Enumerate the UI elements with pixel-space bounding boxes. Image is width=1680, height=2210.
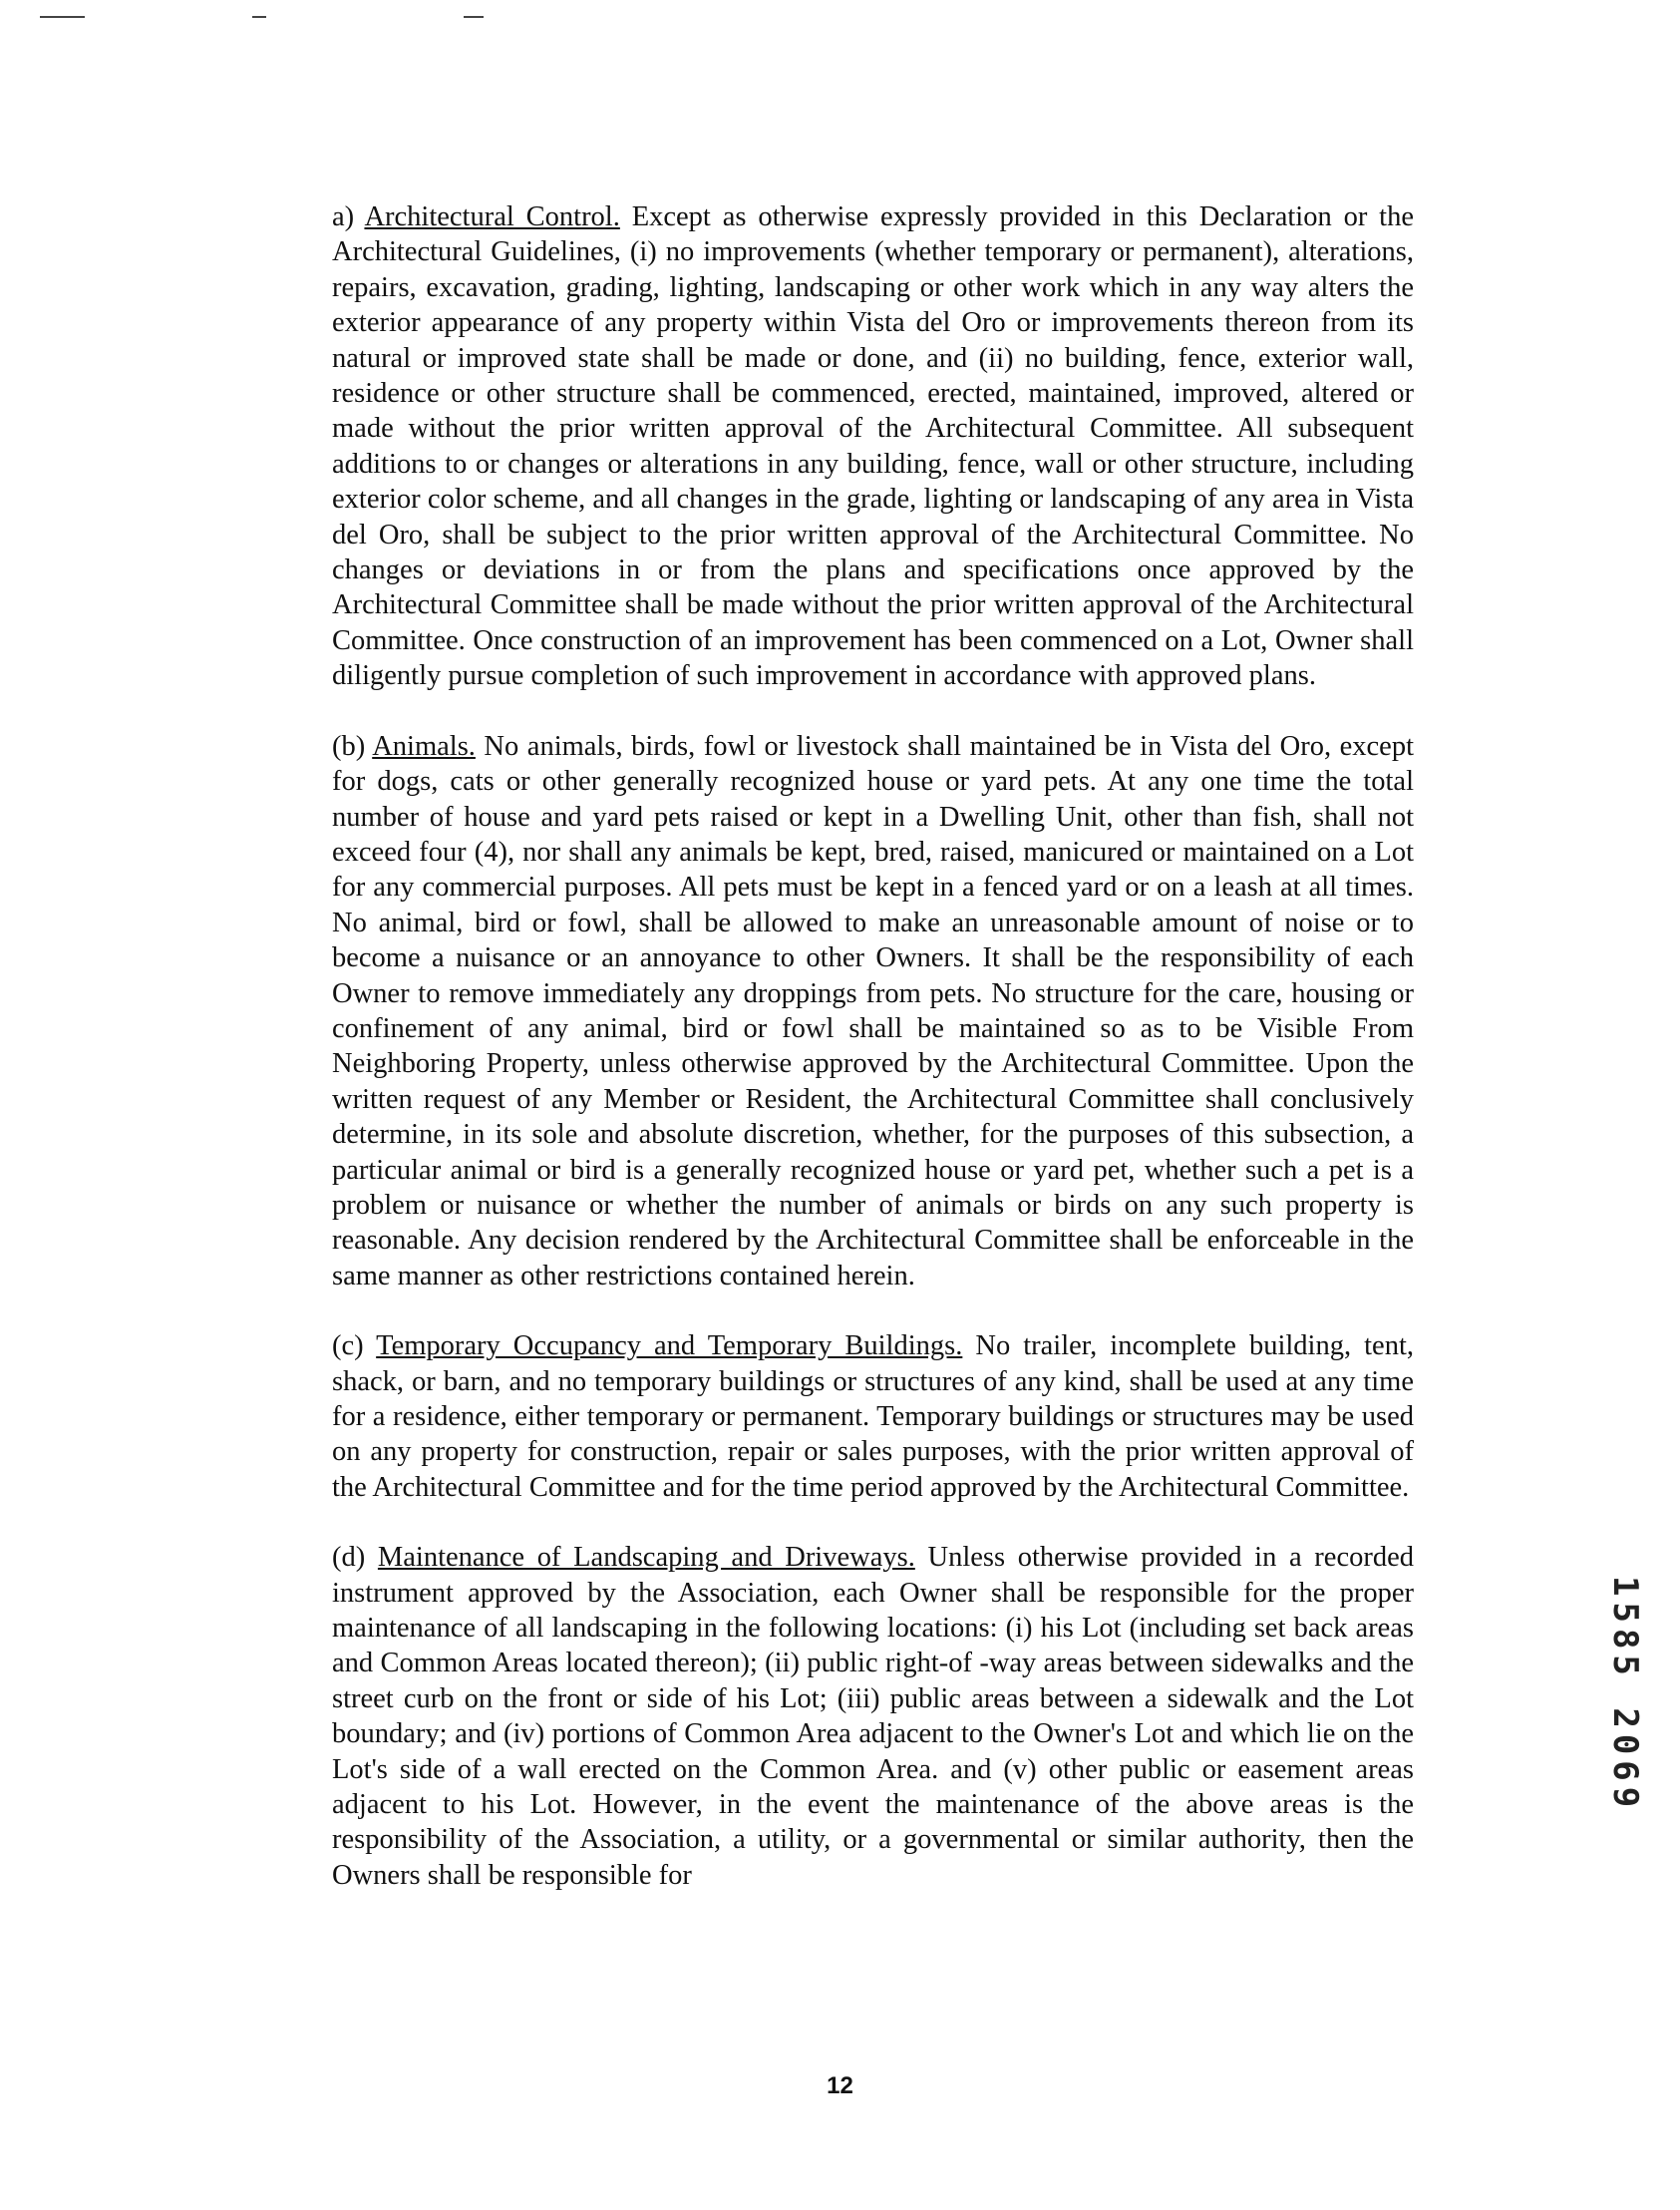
paragraph-label: (b) — [332, 730, 373, 762]
paragraph-label: (c) — [332, 1330, 377, 1362]
section-heading: Animals. — [372, 730, 476, 762]
paragraph-maintenance-landscaping — [332, 1540, 1414, 1893]
paragraph-label: a) — [332, 201, 365, 232]
recording-number: 1585 2069 — [1605, 1576, 1645, 1814]
paragraph-architectural-control — [332, 199, 1414, 694]
scan-mark-right — [464, 16, 484, 18]
section-heading: Architectural Control. — [364, 201, 620, 232]
scan-mark-left — [40, 16, 85, 18]
scan-mark-middle — [252, 16, 266, 18]
document-body — [332, 199, 1414, 1928]
paragraph-text: No trailer, incomplete building, tent, shack, or barn, and no temporary buildings or structures of any kind, shall be used at any time for a residence, either temporary or permanent. Temporary buildings or structures may be used on any property for construction, repair or sales purposes, with the prior written approval of the Architectural Committee and for the time period approved by the Architectural Committee. — [332, 1330, 1414, 1503]
section-heading: Maintenance of Landscaping and Driveways. — [377, 1542, 915, 1574]
paragraph-text: No animals, birds, fowl or livestock shall maintained be in Vista del Oro, except for dogs, cats or other generally recognized house or yard pets. At any one time the total number of house and yard pets raised or kept in a Dwelling Unit, other than fish, shall not exceed four (4), nor shall any animals be kept, bred, raised, manicured or maintained on a Lot for any commercial purposes. All pets must be kept in a fenced yard or on a leash at all times. No animal, bird or fowl, shall be allowed to make an unreasonable amount of noise or to become a nuisance or an annoyance to other Owners. It shall be the responsibility of each Owner to remove immediately any droppings from pets. No structure for the care, housing or confinement of any animal, bird or fowl shall be maintained so as to be Visible From Neighboring Property, unless otherwise approved by the Architectural Committee. Upon the written request of any Member or Resident, the Architectural Committee shall conclusively determine, in its sole and absolute discretion, whether, for the purposes of this subsection, a particular animal or bird is a generally recognized house or yard pet, whether such a pet is a problem or nuisance or whether the number of animals or birds on any such property is reasonable. Any decision rendered by the Architectural Committee shall be enforceable in the same manner as other restrictions contained herein. — [332, 730, 1414, 1291]
paragraph-animals — [332, 729, 1414, 1294]
section-heading: Temporary Occupancy and Temporary Buildings. — [376, 1330, 963, 1362]
paragraph-text: Unless otherwise provided in a recorded instrument approved by the Association, each Owner shall be responsible for the proper maintenance of all landscaping in the following locations: (i) his Lot (including set back areas and Common Areas located thereon); (ii) public right-of -way areas between sidewalks and the street curb on the front or side of his Lot; (iii) public areas between a sidewalk and the Lot boundary; and (iv) portions of Common Area adjacent to the Owner's Lot and which lie on the Lot's side of a wall erected on the Common Area. and (v) other public or easement areas adjacent to his Lot. However, in the event the maintenance of the above areas is the responsibility of the Association, a utility, or a governmental or similar authority, then the Owners shall be responsible for — [332, 1542, 1414, 1891]
recording-stamp — [1605, 1576, 1653, 1945]
paragraph-text: Except as otherwise expressly provided in this Declaration or the Architectural Guidelines, (i) no improvements (whether temporary or permanent), alterations, repairs, excavation, grading, lighting, landscaping or other work which in any way alters the exterior appearance of any property within Vista del Oro or improvements thereon from its natural or improved state shall be made or done, and (ii) no building, fence, exterior wall, residence or other structure shall be commenced, erected, maintained, improved, altered or made without the prior written approval of the Architectural Committee. All subsequent additions to or changes or alterations in any building, fence, wall or other structure, including exterior color scheme, and all changes in the grade, lighting or landscaping of any area in Vista del Oro, shall be subject to the prior written approval of the Architectural Committee. No changes or deviations in or from the plans and specifications once approved by the Architectural Committee shall be made without the prior written approval of the Architectural Committee. Once construction of an improvement has been commenced on a Lot, Owner shall diligently pursue completion of such improvement in accordance with approved plans. — [332, 201, 1414, 692]
paragraph-label: (d) — [332, 1542, 378, 1574]
page-number: 12 — [827, 2072, 853, 2099]
paragraph-temporary-occupancy — [332, 1328, 1414, 1505]
